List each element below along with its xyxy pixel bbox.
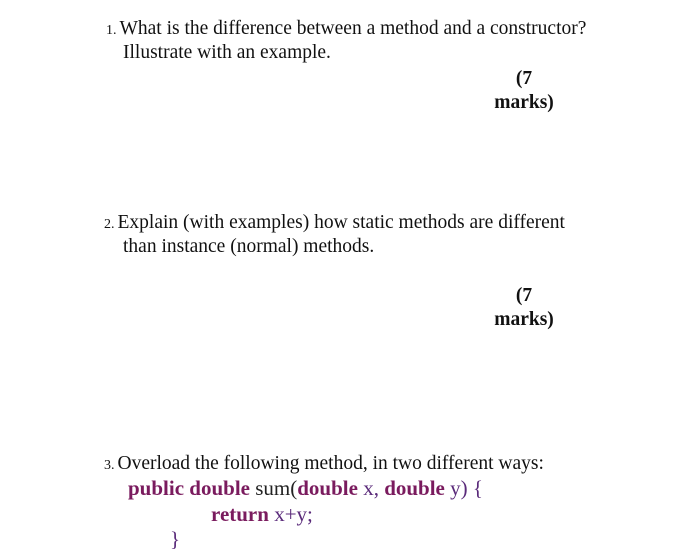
question-3-text-line-1: Overload the following method, in two different ways: [117,453,544,474]
question-1-text-line-2: Illustrate with an example. [123,42,331,63]
question-2-marks-line-1: (7 [515,285,533,306]
question-2-text-line-2: than instance (normal) methods. [123,236,375,257]
code-param-type-1: double [297,476,358,500]
code-return-expression: x+y; [274,502,313,526]
code-param-1: x, [363,476,379,500]
code-param-type-2: double [384,476,445,500]
code-line-return [211,502,313,527]
question-2-marks [484,284,564,332]
question-1-marks [484,67,564,115]
question-1-number: 1. [106,23,117,38]
question-1-marks-line-1: (7 [515,68,533,89]
question-2-line-1 [104,211,565,236]
question-1-marks-line-2: marks) [494,92,554,113]
question-2-number: 2. [104,217,115,232]
code-open-brace: { [472,476,483,500]
code-line-close [170,527,180,552]
question-2-text-line-1: Explain (with examples) how static methods are different [117,212,565,233]
question-1-text-line-1: What is the difference between a method and a constructor? [119,18,587,39]
code-param-2: y) [450,476,468,500]
question-1-line-1 [106,17,586,42]
code-keyword-public: public [128,476,185,500]
code-close-brace: } [170,527,181,551]
code-line-signature [128,476,483,501]
question-3-line-1 [104,452,544,477]
question-2-marks-line-2: marks) [494,309,554,330]
question-3-number: 3. [104,458,115,473]
code-method-name: sum( [255,476,298,500]
code-keyword-return: return [211,502,269,526]
code-keyword-double-return-type: double [189,476,250,500]
